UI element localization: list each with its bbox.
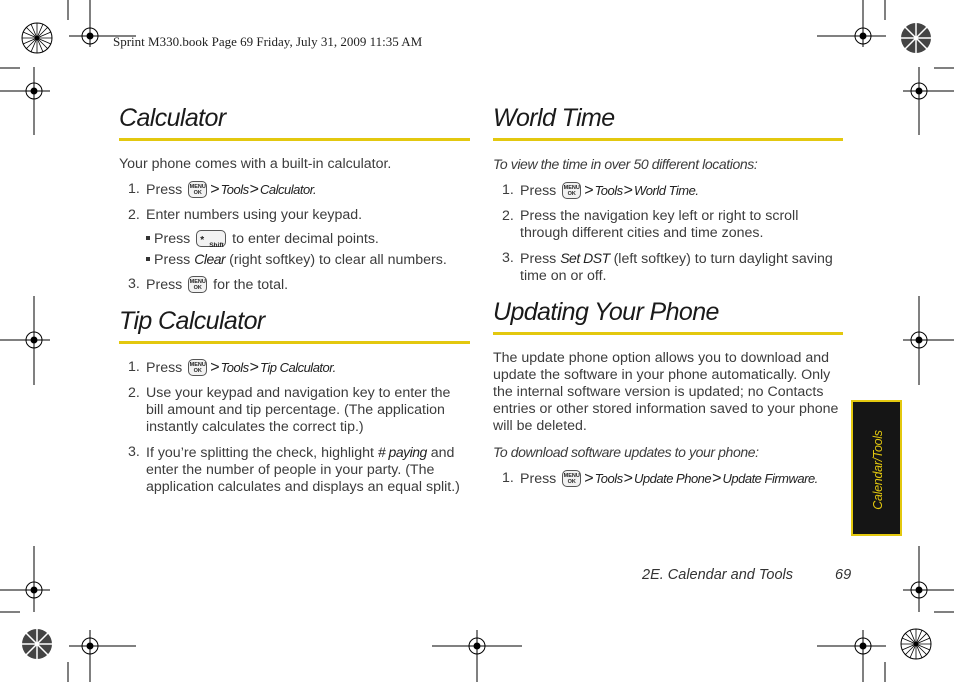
step-number: 1. xyxy=(128,359,140,375)
crosshair-mark xyxy=(0,296,50,385)
world-time-step-2: Press the navigation key left or right to scroll through different cities and time zones. xyxy=(520,208,799,241)
page-number: 69 xyxy=(835,567,852,583)
step-number: 1. xyxy=(128,181,140,197)
step-number: 3. xyxy=(128,444,140,460)
calculator-bullet-1: Press * Shift to enter decimal points. xyxy=(146,230,379,248)
step-number: 2. xyxy=(128,385,140,401)
calculator-step-1: Press MENU OK >Tools>Calculator. xyxy=(146,181,317,198)
world-time-step-3: Press Set DST (left softkey) to turn daylight saving time on or off. xyxy=(520,250,833,284)
step-number: 1. xyxy=(502,182,514,198)
world-time-heading: World Time xyxy=(493,104,615,132)
star-target-mark xyxy=(22,23,52,53)
menu-path-tools: Tools xyxy=(220,182,249,197)
menu-ok-key-icon: MENU OK xyxy=(562,182,581,199)
calculator-heading: Calculator xyxy=(119,104,226,132)
side-tab-label: Calendar/Tools xyxy=(871,430,885,510)
bullet-icon xyxy=(146,257,150,261)
bullet-icon xyxy=(146,236,150,240)
menu-ok-key-icon: MENU OK xyxy=(188,359,207,376)
footer-section: 2E. Calendar and Tools xyxy=(642,567,794,583)
menu-path-update-phone: Update Phone xyxy=(634,471,712,486)
crosshair-mark xyxy=(903,546,954,612)
update-intro: To download software updates to your phone: xyxy=(493,444,759,460)
update-step-1: Press MENU OK >Tools>Update Phone>Update Firmware. xyxy=(520,470,818,487)
menu-path-tools: Tools xyxy=(594,471,623,486)
print-header: Sprint M330.book Page 69 Friday, July 31, 2009 11:35 AM xyxy=(113,34,423,49)
star-target-mark xyxy=(901,629,931,659)
crosshair-mark xyxy=(903,296,954,385)
tip-step-1: Press MENU OK >Tools>Tip Calculator. xyxy=(146,359,336,376)
star-target-mark xyxy=(22,629,52,659)
section-side-tab xyxy=(851,400,902,536)
calculator-step-2: Enter numbers using your keypad. xyxy=(146,207,363,223)
tip-step-3: If you’re splitting the check, highlight # paying and enter the number of people in your party. (The application calculates and displays an equal split.) xyxy=(146,444,460,495)
menu-path-tools: Tools xyxy=(594,183,623,198)
crosshair-mark xyxy=(0,546,50,612)
step-text: Press xyxy=(146,182,183,198)
menu-ok-key-icon: MENU OK xyxy=(188,181,207,198)
updating-phone-paragraph: The update phone option allows you to download and update the software in your phone automatically. Only the internal software version is updated; no Contacts entries or other stored information saved to your phone will be deleted. xyxy=(493,350,839,434)
heading-rule xyxy=(493,138,843,141)
field-label: # paying xyxy=(377,444,427,460)
menu-path-target: Tip Calculator. xyxy=(260,360,336,375)
tip-calculator-heading: Tip Calculator xyxy=(119,307,265,335)
menu-path-target: World Time. xyxy=(634,183,699,198)
crosshair-mark xyxy=(0,67,50,135)
heading-rule xyxy=(493,332,843,335)
step-number: 1. xyxy=(502,470,514,486)
softkey-label: Set DST xyxy=(560,250,610,266)
menu-ok-key-icon: MENU OK xyxy=(188,276,207,293)
softkey-label: Clear xyxy=(194,251,226,267)
menu-path-target: Calculator. xyxy=(260,182,317,197)
star-target-mark xyxy=(901,23,931,53)
crosshair-mark xyxy=(817,630,886,682)
heading-rule xyxy=(119,138,470,141)
crosshair-mark xyxy=(69,630,136,682)
crosshair-mark xyxy=(903,67,954,135)
step-number: 3. xyxy=(502,250,514,266)
calculator-intro: Your phone comes with a built-in calculator. xyxy=(119,156,392,172)
tip-step-2: Use your keypad and navigation key to enter the bill amount and tip percentage. (The application instantly calculates the correct tip.) xyxy=(146,385,451,435)
step-number: 3. xyxy=(128,276,140,292)
step-number: 2. xyxy=(128,207,140,223)
heading-rule xyxy=(119,341,470,344)
world-time-intro: To view the time in over 50 different locations: xyxy=(493,156,758,172)
step-number: 2. xyxy=(502,208,514,224)
menu-ok-key-icon: MENU OK xyxy=(562,470,581,487)
star-shift-key-icon: * Shift xyxy=(196,230,226,247)
world-time-step-1: Press MENU OK >Tools>World Time. xyxy=(520,182,699,199)
calculator-step-3: Press MENU OK for the total. xyxy=(146,277,289,293)
crosshair-mark xyxy=(432,630,522,682)
calculator-bullet-2: Press Clear (right softkey) to clear all numbers. xyxy=(146,251,447,269)
menu-path-target: Update Firmware. xyxy=(722,471,818,486)
menu-path-tools: Tools xyxy=(220,360,249,375)
crosshair-mark xyxy=(817,0,886,47)
updating-phone-heading: Updating Your Phone xyxy=(493,298,719,326)
